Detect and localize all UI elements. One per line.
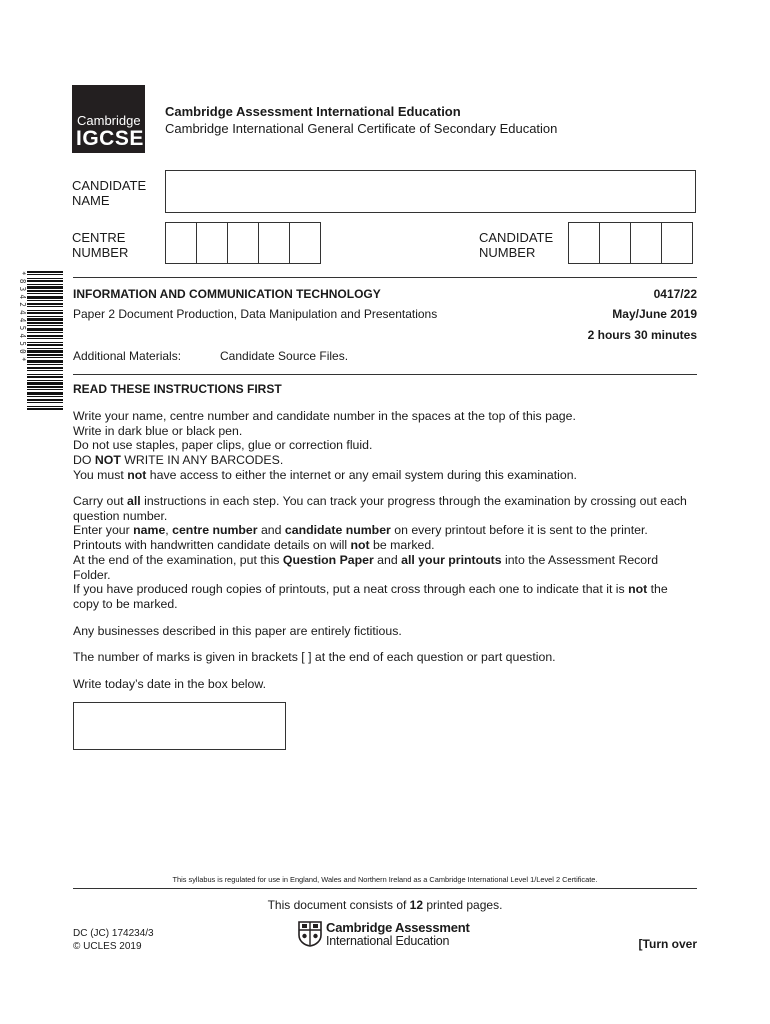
paper-code: 0417/22 [653,287,697,301]
certificate-name: Cambridge International General Certificate of Secondary Education [165,121,558,136]
igcse-logo [72,85,145,153]
divider-top [73,277,697,278]
materials-label: Additional Materials: [73,349,182,363]
instructions-marks: The number of marks is given in brackets [ ] at the end of each question or part question. [73,650,556,664]
instructions-block-1: Write your name, centre number and candidate number in the spaces at the top of this page. Write in dark blue or black pen. Do not use staples, paper clips, glue or correction fluid. DO NOT WRITE IN ANY BARCODES. You must not have access to either the internet or any email system during this examination. [73,409,577,482]
candidate-number-cell[interactable] [599,222,631,264]
centre-number-label: CENTRE NUMBER [72,230,129,260]
exam-duration: 2 hours 30 minutes [587,328,697,342]
brand-line-1: Cambridge Assessment [326,920,470,935]
logo-igcse-text: IGCSE [76,127,144,150]
divider-instructions [73,374,697,375]
divider-footer [73,888,697,889]
logo-cambridge-text: Cambridge [77,113,141,128]
candidate-name-label: CANDIDATE NAME [72,178,147,208]
paper-title: Paper 2 Document Production, Data Manipulation and Presentations [73,307,438,321]
centre-number-cell[interactable] [165,222,197,264]
document-reference: DC (JC) 174234/3 © UCLES 2019 [73,928,154,952]
centre-number-cell[interactable] [227,222,259,264]
instructions-date: Write today’s date in the box below. [73,677,266,691]
instructions-heading: READ THESE INSTRUCTIONS FIRST [73,382,282,396]
materials-value: Candidate Source Files. [220,349,349,363]
crest-icon [298,921,322,947]
barcode-icon [27,271,63,411]
centre-number-cell[interactable] [196,222,228,264]
exam-session: May/June 2019 [612,307,697,321]
org-name: Cambridge Assessment International Education [165,104,461,119]
candidate-number-cell[interactable] [568,222,600,264]
turn-over: [Turn over [638,937,697,951]
centre-number-cell[interactable] [258,222,290,264]
brand-line-2: International Education [326,934,450,948]
instructions-block-2: Carry out all instructions in each step. You can track your progress through the examination by crossing out each question number. Enter your name, centre number and candidate number on every printout before it is sent to the printer. Printouts with handwritten candidate details on will not be marked. At the end of the examination, put this Question Paper and all your printouts into the Assessment Record Folder. If you have produced rough copies of printouts, put a neat cross through each one to indicate that it is not the copy to be marked. [73,494,687,611]
syllabus-note: This syllabus is regulated for use in England, Wales and Northern Ireland as a Cambridge International Level 1/Level 2 Certificate. [172,875,598,884]
subject-title: INFORMATION AND COMMUNICATION TECHNOLOGY [73,287,381,301]
candidate-number-cell[interactable] [630,222,662,264]
candidate-number-label: CANDIDATE NUMBER [479,230,554,260]
candidate-number-cell[interactable] [661,222,693,264]
barcode-digits: *8342445450* [18,271,27,365]
centre-number-boxes[interactable] [165,222,321,264]
candidate-number-boxes[interactable] [568,222,693,264]
candidate-name-box[interactable] [165,170,696,213]
date-box[interactable] [73,702,286,750]
instructions-fictitious: Any businesses described in this paper are entirely fictitious. [73,624,402,638]
page-count: This document consists of 12 printed pages. [267,898,503,912]
centre-number-cell[interactable] [289,222,321,264]
